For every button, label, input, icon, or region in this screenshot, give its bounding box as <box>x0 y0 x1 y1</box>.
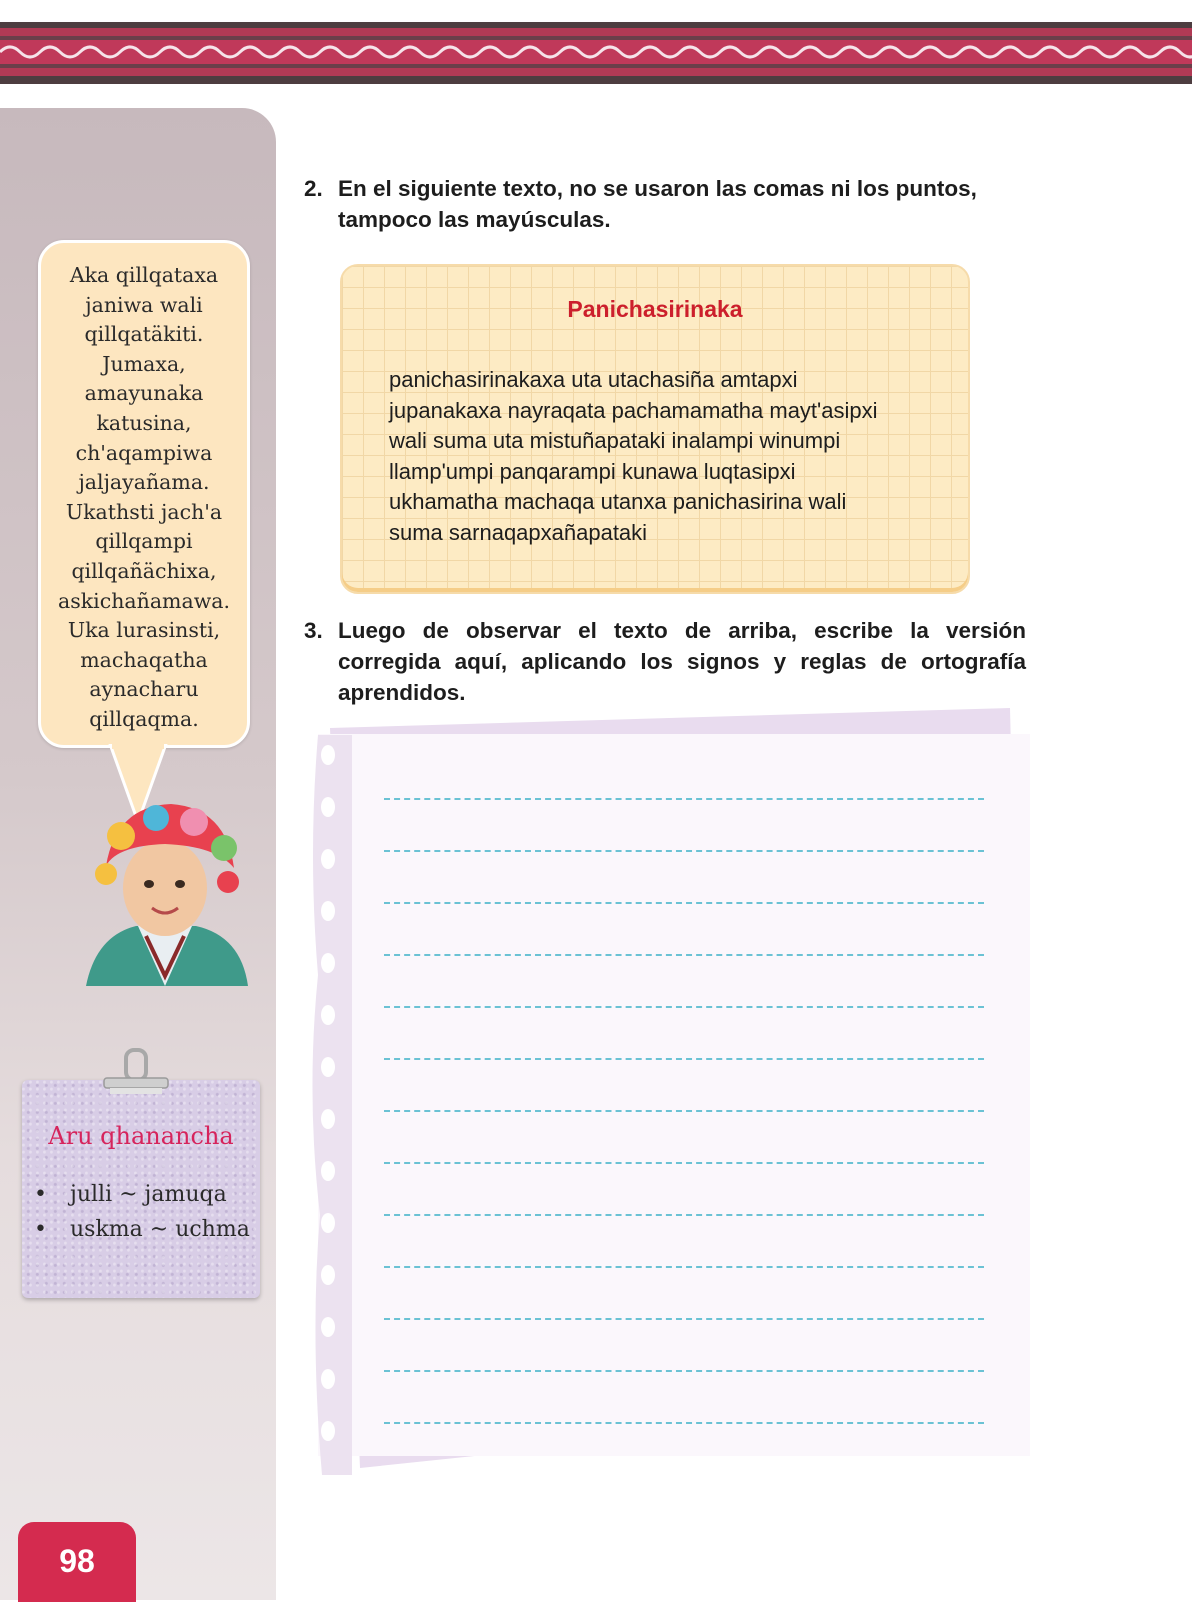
question-2 <box>304 173 1024 235</box>
notebook-torn-edge <box>292 735 352 1475</box>
writing-line[interactable] <box>384 1422 984 1424</box>
bubble-line: qillqaqma. <box>89 706 199 731</box>
bubble-line: askichañamawa. <box>58 588 230 613</box>
decorative-woven-band <box>0 22 1192 84</box>
reading-line: panichasirinakaxa uta utachasiña amtapxi <box>389 367 798 392</box>
writing-line[interactable] <box>384 1058 984 1060</box>
note-title: Aru qhanancha <box>48 1122 234 1150</box>
bubble-line: ch'aqampiwa <box>75 440 213 465</box>
bubble-line: Uka lurasinsti, <box>67 618 221 643</box>
binder-hole-icon <box>321 1161 335 1181</box>
writing-line[interactable] <box>384 850 984 852</box>
binder-hole-icon <box>321 901 335 921</box>
bubble-line: katusina, <box>96 410 192 435</box>
writing-line[interactable] <box>384 1214 984 1216</box>
question-number: 3. <box>304 618 323 643</box>
note-item-text: uskma ~ uchma <box>70 1217 250 1242</box>
reading-line: jupanakaxa nayraqata pachamamatha mayt'asipxi <box>389 397 878 423</box>
writing-line[interactable] <box>384 954 984 956</box>
child-illustration <box>76 796 254 986</box>
bubble-line: qillqatäkiti. <box>84 322 204 347</box>
binder-hole-icon <box>321 745 335 765</box>
bullet-icon: • <box>34 1217 47 1242</box>
page-number: 98 <box>18 1522 136 1602</box>
question-number: 2. <box>304 176 323 201</box>
writing-line[interactable] <box>384 1162 984 1164</box>
bubble-line: Jumaxa, <box>102 351 186 376</box>
paper-clip-icon <box>100 1048 172 1104</box>
bubble-line: qillqampi <box>95 529 193 554</box>
bubble-line: qillqañächixa, <box>71 558 217 583</box>
writing-line[interactable] <box>384 902 984 904</box>
binder-hole-icon <box>321 1213 335 1233</box>
reading-line: llamp'umpi panqarampi kunawa luqtasipxi <box>389 458 796 484</box>
question-text: Luego de observar el texto de arriba, escribe la versión corregida aquí, aplicando los signos y reglas de ortografía aprendidos. <box>338 618 1026 705</box>
writing-line[interactable] <box>384 798 984 800</box>
binder-hole-icon <box>321 1265 335 1285</box>
question-text: En el siguiente texto, no se usaron las comas ni los puntos, tampoco las mayúsculas. <box>338 176 977 232</box>
reading-title: Panichasirinaka <box>567 296 743 322</box>
reading-line: ukhamatha machaqa utanxa panichasirina wali <box>389 489 847 515</box>
question-3 <box>304 615 1026 708</box>
binder-hole-icon <box>321 1369 335 1389</box>
bubble-line: aynacharu <box>89 677 199 702</box>
binder-hole-icon <box>321 849 335 869</box>
reading-text <box>389 365 959 549</box>
writing-line[interactable] <box>384 1006 984 1008</box>
bullet-icon: • <box>34 1182 47 1207</box>
bubble-line: machaqatha <box>80 647 208 672</box>
binder-hole-icon <box>321 1109 335 1129</box>
bubble-line: janiwa wali <box>85 292 203 317</box>
note-list <box>30 1180 250 1250</box>
binder-hole-icon <box>321 797 335 817</box>
bubble-line: amayunaka <box>84 381 204 406</box>
note-item-text: julli ~ jamuqa <box>70 1182 227 1207</box>
writing-line[interactable] <box>384 1266 984 1268</box>
bubble-line: Aka qillqataxa <box>69 263 219 287</box>
reading-line: wali suma uta mistuñapataki inalampi winumpi <box>389 428 841 454</box>
writing-line[interactable] <box>384 1110 984 1112</box>
writing-line[interactable] <box>384 1370 984 1372</box>
speech-bubble <box>38 240 250 748</box>
writing-paper[interactable] <box>318 734 1030 1456</box>
writing-line[interactable] <box>384 1318 984 1320</box>
binder-hole-icon <box>321 1057 335 1077</box>
binder-hole-icon <box>321 1421 335 1441</box>
note-item <box>30 1215 250 1244</box>
binder-hole-icon <box>321 1005 335 1025</box>
note-item <box>30 1180 250 1209</box>
bubble-line: Ukathsti jach'a <box>65 499 223 524</box>
bubble-line: jaljayañama. <box>78 470 210 495</box>
binder-hole-icon <box>321 953 335 973</box>
reading-line: suma sarnaqapxañapataki <box>389 519 648 545</box>
binder-hole-icon <box>321 1317 335 1337</box>
